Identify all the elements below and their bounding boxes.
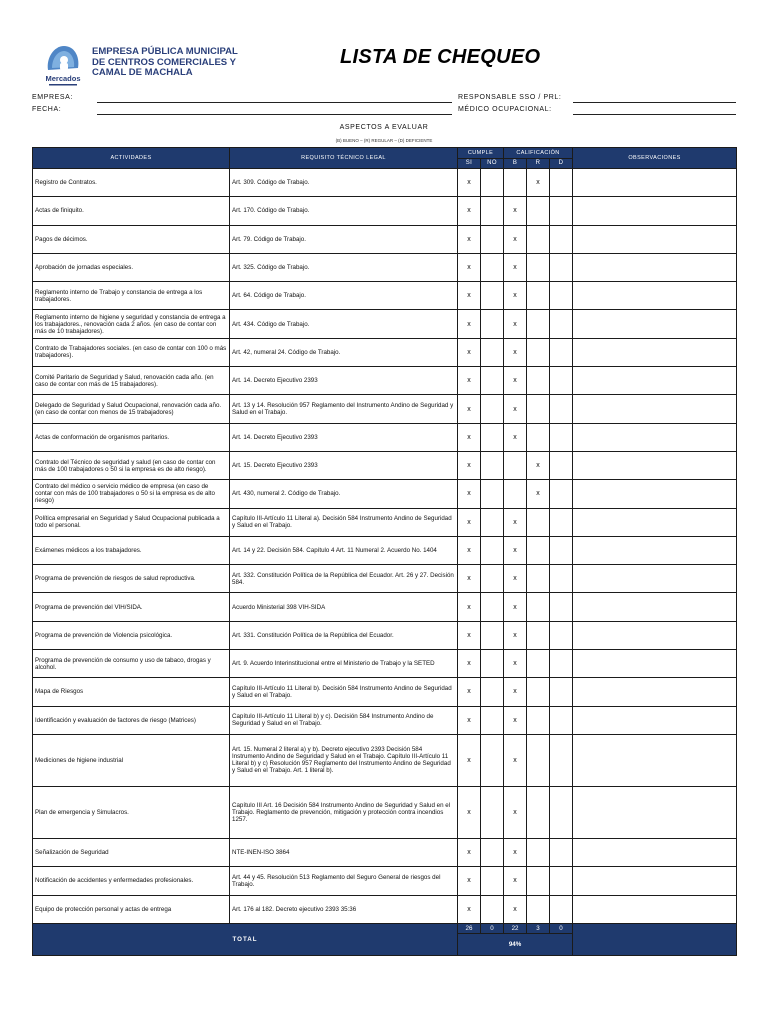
observaciones-cell[interactable] bbox=[573, 650, 737, 678]
activity-cell: Contrato del médico o servicio médico de empresa (en caso de contar con más de 100 trabajadores o 50 si la empresa es de alto riesgo) bbox=[33, 480, 230, 508]
calificacion-r-cell[interactable] bbox=[527, 508, 550, 536]
observaciones-cell[interactable] bbox=[573, 621, 737, 649]
calificacion-b-cell[interactable]: x bbox=[504, 423, 527, 451]
activity-cell: Programa de prevención de consumo y uso de tabaco, drogas y alcohol. bbox=[33, 650, 230, 678]
calificacion-d-cell[interactable] bbox=[550, 838, 573, 866]
cumple-no-cell[interactable] bbox=[481, 253, 504, 281]
legal-requirement-cell: Art. 176 al 182. Decreto ejecutivo 2393 35:36 bbox=[230, 895, 458, 923]
calificacion-d-cell[interactable] bbox=[550, 621, 573, 649]
calificacion-d-cell[interactable] bbox=[550, 650, 573, 678]
legal-requirement-cell: Art. 170. Código de Trabajo. bbox=[230, 197, 458, 225]
calificacion-r-cell[interactable] bbox=[527, 395, 550, 423]
cumple-si-cell[interactable]: x bbox=[458, 225, 481, 253]
document-title: LISTA DE CHEQUEO bbox=[340, 46, 541, 68]
cumple-no-cell[interactable] bbox=[481, 480, 504, 508]
calificacion-b-cell[interactable]: x bbox=[504, 310, 527, 338]
observaciones-cell[interactable] bbox=[573, 423, 737, 451]
cumple-no-cell[interactable] bbox=[481, 650, 504, 678]
cumple-si-cell[interactable]: x bbox=[458, 395, 481, 423]
cumple-no-cell[interactable] bbox=[481, 282, 504, 310]
cumple-si-cell[interactable]: x bbox=[458, 310, 481, 338]
cumple-si-cell[interactable]: x bbox=[458, 621, 481, 649]
legal-requirement-cell: Art. 430, numeral 2. Código de Trabajo. bbox=[230, 480, 458, 508]
calificacion-b-cell[interactable]: x bbox=[504, 225, 527, 253]
calificacion-d-cell[interactable] bbox=[550, 423, 573, 451]
cumple-no-cell[interactable] bbox=[481, 367, 504, 395]
total-r-count: 3 bbox=[527, 923, 550, 933]
cumple-no-cell[interactable] bbox=[481, 786, 504, 838]
empresa-field[interactable] bbox=[97, 102, 452, 103]
legal-requirement-cell: Art. 42, numeral 24. Código de Trabajo. bbox=[230, 338, 458, 366]
calificacion-b-cell[interactable]: x bbox=[504, 282, 527, 310]
cumple-no-cell[interactable] bbox=[481, 508, 504, 536]
header-r: R bbox=[527, 159, 550, 169]
calificacion-b-cell[interactable]: x bbox=[504, 367, 527, 395]
medico-field[interactable] bbox=[573, 114, 736, 115]
calificacion-d-cell[interactable] bbox=[550, 867, 573, 895]
checklist-row bbox=[33, 565, 737, 593]
company-name-line: CAMAL DE MACHALA bbox=[92, 67, 193, 78]
observaciones-cell[interactable] bbox=[573, 169, 737, 197]
activity-cell: Actas de conformación de organismos paritarios. bbox=[33, 423, 230, 451]
cumple-si-cell[interactable]: x bbox=[458, 480, 481, 508]
calificacion-b-cell[interactable] bbox=[504, 169, 527, 197]
observaciones-cell[interactable] bbox=[573, 225, 737, 253]
calificacion-b-cell[interactable]: x bbox=[504, 678, 527, 706]
calificacion-r-cell[interactable] bbox=[527, 565, 550, 593]
legal-requirement-cell: Acuerdo Ministerial 398 VIH-SIDA bbox=[230, 593, 458, 621]
checklist-table bbox=[32, 147, 737, 956]
cumple-no-cell[interactable] bbox=[481, 565, 504, 593]
calificacion-r-cell[interactable] bbox=[527, 536, 550, 564]
calificacion-b-cell[interactable]: x bbox=[504, 838, 527, 866]
calificacion-b-cell[interactable]: x bbox=[504, 395, 527, 423]
calificacion-d-cell[interactable] bbox=[550, 451, 573, 479]
cumple-si-cell[interactable]: x bbox=[458, 282, 481, 310]
cumple-no-cell[interactable] bbox=[481, 621, 504, 649]
checklist-row bbox=[33, 838, 737, 866]
activity-cell: Actas de finiquito. bbox=[33, 197, 230, 225]
calificacion-d-cell[interactable] bbox=[550, 734, 573, 786]
responsable-label: RESPONSABLE SSO / PRL: bbox=[458, 94, 562, 101]
header-cumple: CUMPLE bbox=[458, 148, 504, 159]
company-name bbox=[92, 47, 252, 79]
calificacion-r-cell[interactable] bbox=[527, 678, 550, 706]
activity-cell: Programa de prevención del VIH/SIDA. bbox=[33, 593, 230, 621]
header-si: SI bbox=[458, 159, 481, 169]
cumple-si-cell[interactable]: x bbox=[458, 650, 481, 678]
calificacion-r-cell[interactable] bbox=[527, 867, 550, 895]
calificacion-b-cell[interactable]: x bbox=[504, 197, 527, 225]
calificacion-r-cell[interactable] bbox=[527, 225, 550, 253]
scale-legend: (B) BUENO – (R) REGULAR – (D) DEFICIENTE bbox=[335, 138, 433, 143]
logo-caption: Mercados bbox=[45, 74, 81, 83]
checklist-row bbox=[33, 310, 737, 338]
cumple-no-cell[interactable] bbox=[481, 451, 504, 479]
calificacion-b-cell[interactable]: x bbox=[504, 536, 527, 564]
legal-requirement-cell: Art. 332. Constitución Política de la República del Ecuador. Art. 26 y 27. Decisión 584. bbox=[230, 565, 458, 593]
calificacion-r-cell[interactable] bbox=[527, 282, 550, 310]
calificacion-d-cell[interactable] bbox=[550, 480, 573, 508]
legal-requirement-cell: Art. 15. Numeral 2 literal a) y b). Decreto ejecutivo 2393 Decisión 584 Instrumento Andino de Seguridad y Salud en el Trabajo. Capítulo III-Artículo 11 Literal b) y c) Resolución 957 Reglamento del Instrumento Andino de Seguridad y Salud en el Trabajo. Art. 1 literal b). bbox=[230, 734, 458, 786]
activity-cell: Reglamento interno de higiene y seguridad y constancia de entrega a los trabajadores., renovación cada 2 años. (en caso de contar con más de 10 trabajadores). bbox=[33, 310, 230, 338]
observaciones-cell[interactable] bbox=[573, 508, 737, 536]
legal-requirement-cell: Art. 331. Constitución Política de la República del Ecuador. bbox=[230, 621, 458, 649]
activity-cell: Mediciones de higiene industrial bbox=[33, 734, 230, 786]
calificacion-r-cell[interactable] bbox=[527, 734, 550, 786]
cumple-no-cell[interactable] bbox=[481, 423, 504, 451]
cumple-si-cell[interactable]: x bbox=[458, 508, 481, 536]
observaciones-cell[interactable] bbox=[573, 706, 737, 734]
calificacion-b-cell[interactable]: x bbox=[504, 253, 527, 281]
checklist-row bbox=[33, 282, 737, 310]
calificacion-d-cell[interactable] bbox=[550, 367, 573, 395]
observaciones-cell[interactable] bbox=[573, 338, 737, 366]
checklist-row bbox=[33, 650, 737, 678]
header-observaciones: OBSERVACIONES bbox=[573, 148, 737, 169]
checklist-row bbox=[33, 197, 737, 225]
observaciones-cell[interactable] bbox=[573, 838, 737, 866]
cumple-si-cell[interactable]: x bbox=[458, 593, 481, 621]
calificacion-d-cell[interactable] bbox=[550, 536, 573, 564]
header-d: D bbox=[550, 159, 573, 169]
calificacion-r-cell[interactable] bbox=[527, 423, 550, 451]
checklist-row bbox=[33, 480, 737, 508]
empresa-label: EMPRESA: bbox=[32, 94, 73, 101]
calificacion-b-cell[interactable] bbox=[504, 480, 527, 508]
cumple-no-cell[interactable] bbox=[481, 169, 504, 197]
cumple-si-cell[interactable]: x bbox=[458, 451, 481, 479]
cumple-no-cell[interactable] bbox=[481, 338, 504, 366]
cumple-no-cell[interactable] bbox=[481, 706, 504, 734]
header-b: B bbox=[504, 159, 527, 169]
medico-label: MÉDICO OCUPACIONAL: bbox=[458, 106, 552, 113]
calificacion-b-cell[interactable]: x bbox=[504, 706, 527, 734]
calificacion-d-cell[interactable] bbox=[550, 310, 573, 338]
calificacion-r-cell[interactable]: x bbox=[527, 480, 550, 508]
calificacion-b-cell[interactable]: x bbox=[504, 650, 527, 678]
legal-requirement-cell: Art. 325. Código de Trabajo. bbox=[230, 253, 458, 281]
calificacion-d-cell[interactable] bbox=[550, 565, 573, 593]
checklist-row bbox=[33, 734, 737, 786]
calificacion-b-cell[interactable]: x bbox=[504, 867, 527, 895]
calificacion-b-cell[interactable]: x bbox=[504, 895, 527, 923]
legal-requirement-cell: Art. 14. Decreto Ejecutivo 2393 bbox=[230, 367, 458, 395]
calificacion-r-cell[interactable] bbox=[527, 367, 550, 395]
calificacion-r-cell[interactable] bbox=[527, 338, 550, 366]
calificacion-d-cell[interactable] bbox=[550, 395, 573, 423]
calificacion-r-cell[interactable] bbox=[527, 895, 550, 923]
cumple-si-cell[interactable]: x bbox=[458, 338, 481, 366]
total-b-count: 22 bbox=[504, 923, 527, 933]
activity-cell: Notificación de accidentes y enfermedades profesionales. bbox=[33, 867, 230, 895]
legal-requirement-cell: Art. 14 y 22. Decisión 584. Capítulo 4 Art. 11 Numeral 2. Acuerdo No. 1404 bbox=[230, 536, 458, 564]
cumple-no-cell[interactable] bbox=[481, 310, 504, 338]
cumple-no-cell[interactable] bbox=[481, 593, 504, 621]
cumple-no-cell[interactable] bbox=[481, 395, 504, 423]
legal-requirement-cell: Art. 14. Decreto Ejecutivo 2393 bbox=[230, 423, 458, 451]
checklist-row bbox=[33, 338, 737, 366]
checklist-body bbox=[33, 169, 737, 924]
calificacion-d-cell[interactable] bbox=[550, 282, 573, 310]
header-actividades: ACTIVIDADES bbox=[33, 148, 230, 169]
calificacion-d-cell[interactable] bbox=[550, 225, 573, 253]
legal-requirement-cell: Art. 79. Código de Trabajo. bbox=[230, 225, 458, 253]
activity-cell: Programa de prevención de Violencia psicológica. bbox=[33, 621, 230, 649]
calificacion-r-cell[interactable]: x bbox=[527, 451, 550, 479]
header-requisito: REQUISITO TÉCNICO LEGAL bbox=[230, 148, 458, 169]
cumple-si-cell[interactable]: x bbox=[458, 838, 481, 866]
company-logo-block bbox=[40, 40, 250, 92]
activity-cell: Identificación y evaluación de factores de riesgo (Matrices) bbox=[33, 706, 230, 734]
activity-cell: Contrato de Trabajadores sociales. (en caso de contar con 100 o más trabajadores). bbox=[33, 338, 230, 366]
checklist-row bbox=[33, 593, 737, 621]
observaciones-cell[interactable] bbox=[573, 895, 737, 923]
section-title: ASPECTOS A EVALUAR bbox=[339, 124, 429, 131]
checklist-row bbox=[33, 536, 737, 564]
cumple-si-cell[interactable]: x bbox=[458, 867, 481, 895]
calificacion-d-cell[interactable] bbox=[550, 197, 573, 225]
fecha-label: FECHA: bbox=[32, 106, 62, 113]
activity-cell: Plan de emergencia y Simulacros. bbox=[33, 786, 230, 838]
calificacion-d-cell[interactable] bbox=[550, 169, 573, 197]
legal-requirement-cell: Art. 9. Acuerdo Interinstitucional entre el Ministerio de Trabajo y la SETED bbox=[230, 650, 458, 678]
cumple-si-cell[interactable]: x bbox=[458, 197, 481, 225]
company-name-line: EMPRESA PÚBLICA MUNICIPAL bbox=[92, 46, 238, 57]
checklist-row bbox=[33, 508, 737, 536]
checklist-row bbox=[33, 225, 737, 253]
calificacion-b-cell[interactable] bbox=[504, 451, 527, 479]
observaciones-cell[interactable] bbox=[573, 678, 737, 706]
cumple-si-cell[interactable]: x bbox=[458, 536, 481, 564]
observaciones-cell[interactable] bbox=[573, 480, 737, 508]
checklist-row bbox=[33, 678, 737, 706]
calificacion-d-cell[interactable] bbox=[550, 593, 573, 621]
cumple-si-cell[interactable]: x bbox=[458, 253, 481, 281]
activity-cell: Exámenes médicos a los trabajadores. bbox=[33, 536, 230, 564]
total-si-count: 26 bbox=[458, 923, 481, 933]
observaciones-cell[interactable] bbox=[573, 593, 737, 621]
legal-requirement-cell: Capítulo III-Artículo 11 Literal b) y c). Decisión 584 Instrumento Andino de Seguridad y Salud en el Trabajo. bbox=[230, 706, 458, 734]
legal-requirement-cell: Capítulo III-Artículo 11 Literal a). Decisión 584 Instrumento Andino de Seguridad y Salud en el Trabajo. bbox=[230, 508, 458, 536]
header-calificacion: CALIFICACIÓN bbox=[504, 148, 573, 159]
checklist-row bbox=[33, 423, 737, 451]
calificacion-r-cell[interactable]: x bbox=[527, 169, 550, 197]
observaciones-cell[interactable] bbox=[573, 310, 737, 338]
calificacion-r-cell[interactable] bbox=[527, 593, 550, 621]
observaciones-cell[interactable] bbox=[573, 565, 737, 593]
cumple-si-cell[interactable]: x bbox=[458, 706, 481, 734]
total-observaciones-cell bbox=[573, 923, 737, 955]
checklist-row bbox=[33, 786, 737, 838]
cumple-no-cell[interactable] bbox=[481, 197, 504, 225]
cumple-no-cell[interactable] bbox=[481, 225, 504, 253]
calificacion-b-cell[interactable]: x bbox=[504, 565, 527, 593]
observaciones-cell[interactable] bbox=[573, 197, 737, 225]
calificacion-b-cell[interactable]: x bbox=[504, 338, 527, 366]
responsable-field[interactable] bbox=[573, 102, 736, 103]
cumple-si-cell[interactable]: x bbox=[458, 169, 481, 197]
calificacion-b-cell[interactable]: x bbox=[504, 593, 527, 621]
calificacion-r-cell[interactable] bbox=[527, 650, 550, 678]
calificacion-r-cell[interactable] bbox=[527, 310, 550, 338]
activity-cell: Equipo de protección personal y actas de entrega bbox=[33, 895, 230, 923]
cumple-si-cell[interactable]: x bbox=[458, 786, 481, 838]
legal-requirement-cell: Capítulo III-Artículo 11 Literal b). Decisión 584 Instrumento Andino de Seguridad y Salud en el Trabajo. bbox=[230, 678, 458, 706]
cumple-no-cell[interactable] bbox=[481, 895, 504, 923]
activity-cell: Comité Paritario de Seguridad y Salud, renovación cada año. (en caso de contar con más de 15 trabajadores). bbox=[33, 367, 230, 395]
calificacion-r-cell[interactable] bbox=[527, 786, 550, 838]
calificacion-d-cell[interactable] bbox=[550, 678, 573, 706]
observaciones-cell[interactable] bbox=[573, 867, 737, 895]
cumple-si-cell[interactable]: x bbox=[458, 565, 481, 593]
legal-requirement-cell: Art. 13 y 14. Resolución 957 Reglamento del Instrumento Andino de Seguridad y Salud en el Trabajo. bbox=[230, 395, 458, 423]
cumple-no-cell[interactable] bbox=[481, 678, 504, 706]
observaciones-cell[interactable] bbox=[573, 536, 737, 564]
activity-cell: Mapa de Riesgos bbox=[33, 678, 230, 706]
observaciones-cell[interactable] bbox=[573, 367, 737, 395]
header-no: NO bbox=[481, 159, 504, 169]
activity-cell: Delegado de Seguridad y Salud Ocupacional, renovación cada año. (en caso de contar con menos de 15 trabajadores) bbox=[33, 395, 230, 423]
calificacion-r-cell[interactable] bbox=[527, 706, 550, 734]
cumple-no-cell[interactable] bbox=[481, 867, 504, 895]
checklist-row bbox=[33, 395, 737, 423]
calificacion-r-cell[interactable] bbox=[527, 838, 550, 866]
cumple-si-cell[interactable]: x bbox=[458, 423, 481, 451]
legal-requirement-cell: Capítulo III Art. 16 Decisión 584 Instrumento Andino de Seguridad y Salud en el Trabajo. Reglamento de prevención, mitigación y protección contra incendios 1257. bbox=[230, 786, 458, 838]
cumple-no-cell[interactable] bbox=[481, 838, 504, 866]
checklist-row bbox=[33, 895, 737, 923]
total-d-count: 0 bbox=[550, 923, 573, 933]
calificacion-d-cell[interactable] bbox=[550, 706, 573, 734]
checklist-row bbox=[33, 867, 737, 895]
calificacion-d-cell[interactable] bbox=[550, 253, 573, 281]
calificacion-b-cell[interactable]: x bbox=[504, 621, 527, 649]
calificacion-r-cell[interactable] bbox=[527, 197, 550, 225]
activity-cell: Pagos de décimos. bbox=[33, 225, 230, 253]
checklist-row bbox=[33, 621, 737, 649]
observaciones-cell[interactable] bbox=[573, 734, 737, 786]
checklist-row bbox=[33, 451, 737, 479]
observaciones-cell[interactable] bbox=[573, 282, 737, 310]
calificacion-d-cell[interactable] bbox=[550, 338, 573, 366]
cumple-si-cell[interactable]: x bbox=[458, 734, 481, 786]
legal-requirement-cell: NTE-INEN-ISO 3864 bbox=[230, 838, 458, 866]
cumple-si-cell[interactable]: x bbox=[458, 895, 481, 923]
legal-requirement-cell: Art. 434. Código de Trabajo. bbox=[230, 310, 458, 338]
cumple-no-cell[interactable] bbox=[481, 734, 504, 786]
cumple-si-cell[interactable]: x bbox=[458, 367, 481, 395]
observaciones-cell[interactable] bbox=[573, 395, 737, 423]
total-no-count: 0 bbox=[481, 923, 504, 933]
legal-requirement-cell: Art. 309. Código de Trabajo. bbox=[230, 169, 458, 197]
calificacion-r-cell[interactable] bbox=[527, 253, 550, 281]
activity-cell: Política empresarial en Seguridad y Salud Ocupacional publicada a todo el personal. bbox=[33, 508, 230, 536]
checklist-row bbox=[33, 367, 737, 395]
activity-cell: Programa de prevención de riesgos de salud reproductiva. bbox=[33, 565, 230, 593]
observaciones-cell[interactable] bbox=[573, 786, 737, 838]
legal-requirement-cell: Art. 15. Decreto Ejecutivo 2393 bbox=[230, 451, 458, 479]
activity-cell: Registro de Contratos. bbox=[33, 169, 230, 197]
checklist-row bbox=[33, 253, 737, 281]
activity-cell: Reglamento interno de Trabajo y constancia de entrega a los trabajadores. bbox=[33, 282, 230, 310]
calificacion-b-cell[interactable]: x bbox=[504, 508, 527, 536]
calificacion-b-cell[interactable]: x bbox=[504, 786, 527, 838]
cumple-no-cell[interactable] bbox=[481, 536, 504, 564]
calificacion-d-cell[interactable] bbox=[550, 508, 573, 536]
legal-requirement-cell: Art. 64. Código de Trabajo. bbox=[230, 282, 458, 310]
total-percentage: 94% bbox=[458, 933, 573, 955]
total-label: TOTAL bbox=[33, 923, 458, 955]
activity-cell: Señalización de Seguridad bbox=[33, 838, 230, 866]
cumple-si-cell[interactable]: x bbox=[458, 678, 481, 706]
legal-requirement-cell: Art. 44 y 45. Resolución 513 Reglamento del Seguro General de riesgos del Trabajo. bbox=[230, 867, 458, 895]
calificacion-b-cell[interactable]: x bbox=[504, 734, 527, 786]
calificacion-d-cell[interactable] bbox=[550, 786, 573, 838]
checklist-row bbox=[33, 169, 737, 197]
activity-cell: Contrato del Técnico de seguridad y salud (en caso de contar con más de 100 trabajadores o 50 si la empresa es de alto riesgo). bbox=[33, 451, 230, 479]
mercados-logo-icon bbox=[40, 40, 86, 92]
calificacion-d-cell[interactable] bbox=[550, 895, 573, 923]
company-name-line: DE CENTROS COMERCIALES Y bbox=[92, 56, 236, 68]
observaciones-cell[interactable] bbox=[573, 451, 737, 479]
fecha-field[interactable] bbox=[97, 114, 452, 115]
checklist-row bbox=[33, 706, 737, 734]
activity-cell: Aprobación de jornadas especiales. bbox=[33, 253, 230, 281]
calificacion-r-cell[interactable] bbox=[527, 621, 550, 649]
observaciones-cell[interactable] bbox=[573, 253, 737, 281]
